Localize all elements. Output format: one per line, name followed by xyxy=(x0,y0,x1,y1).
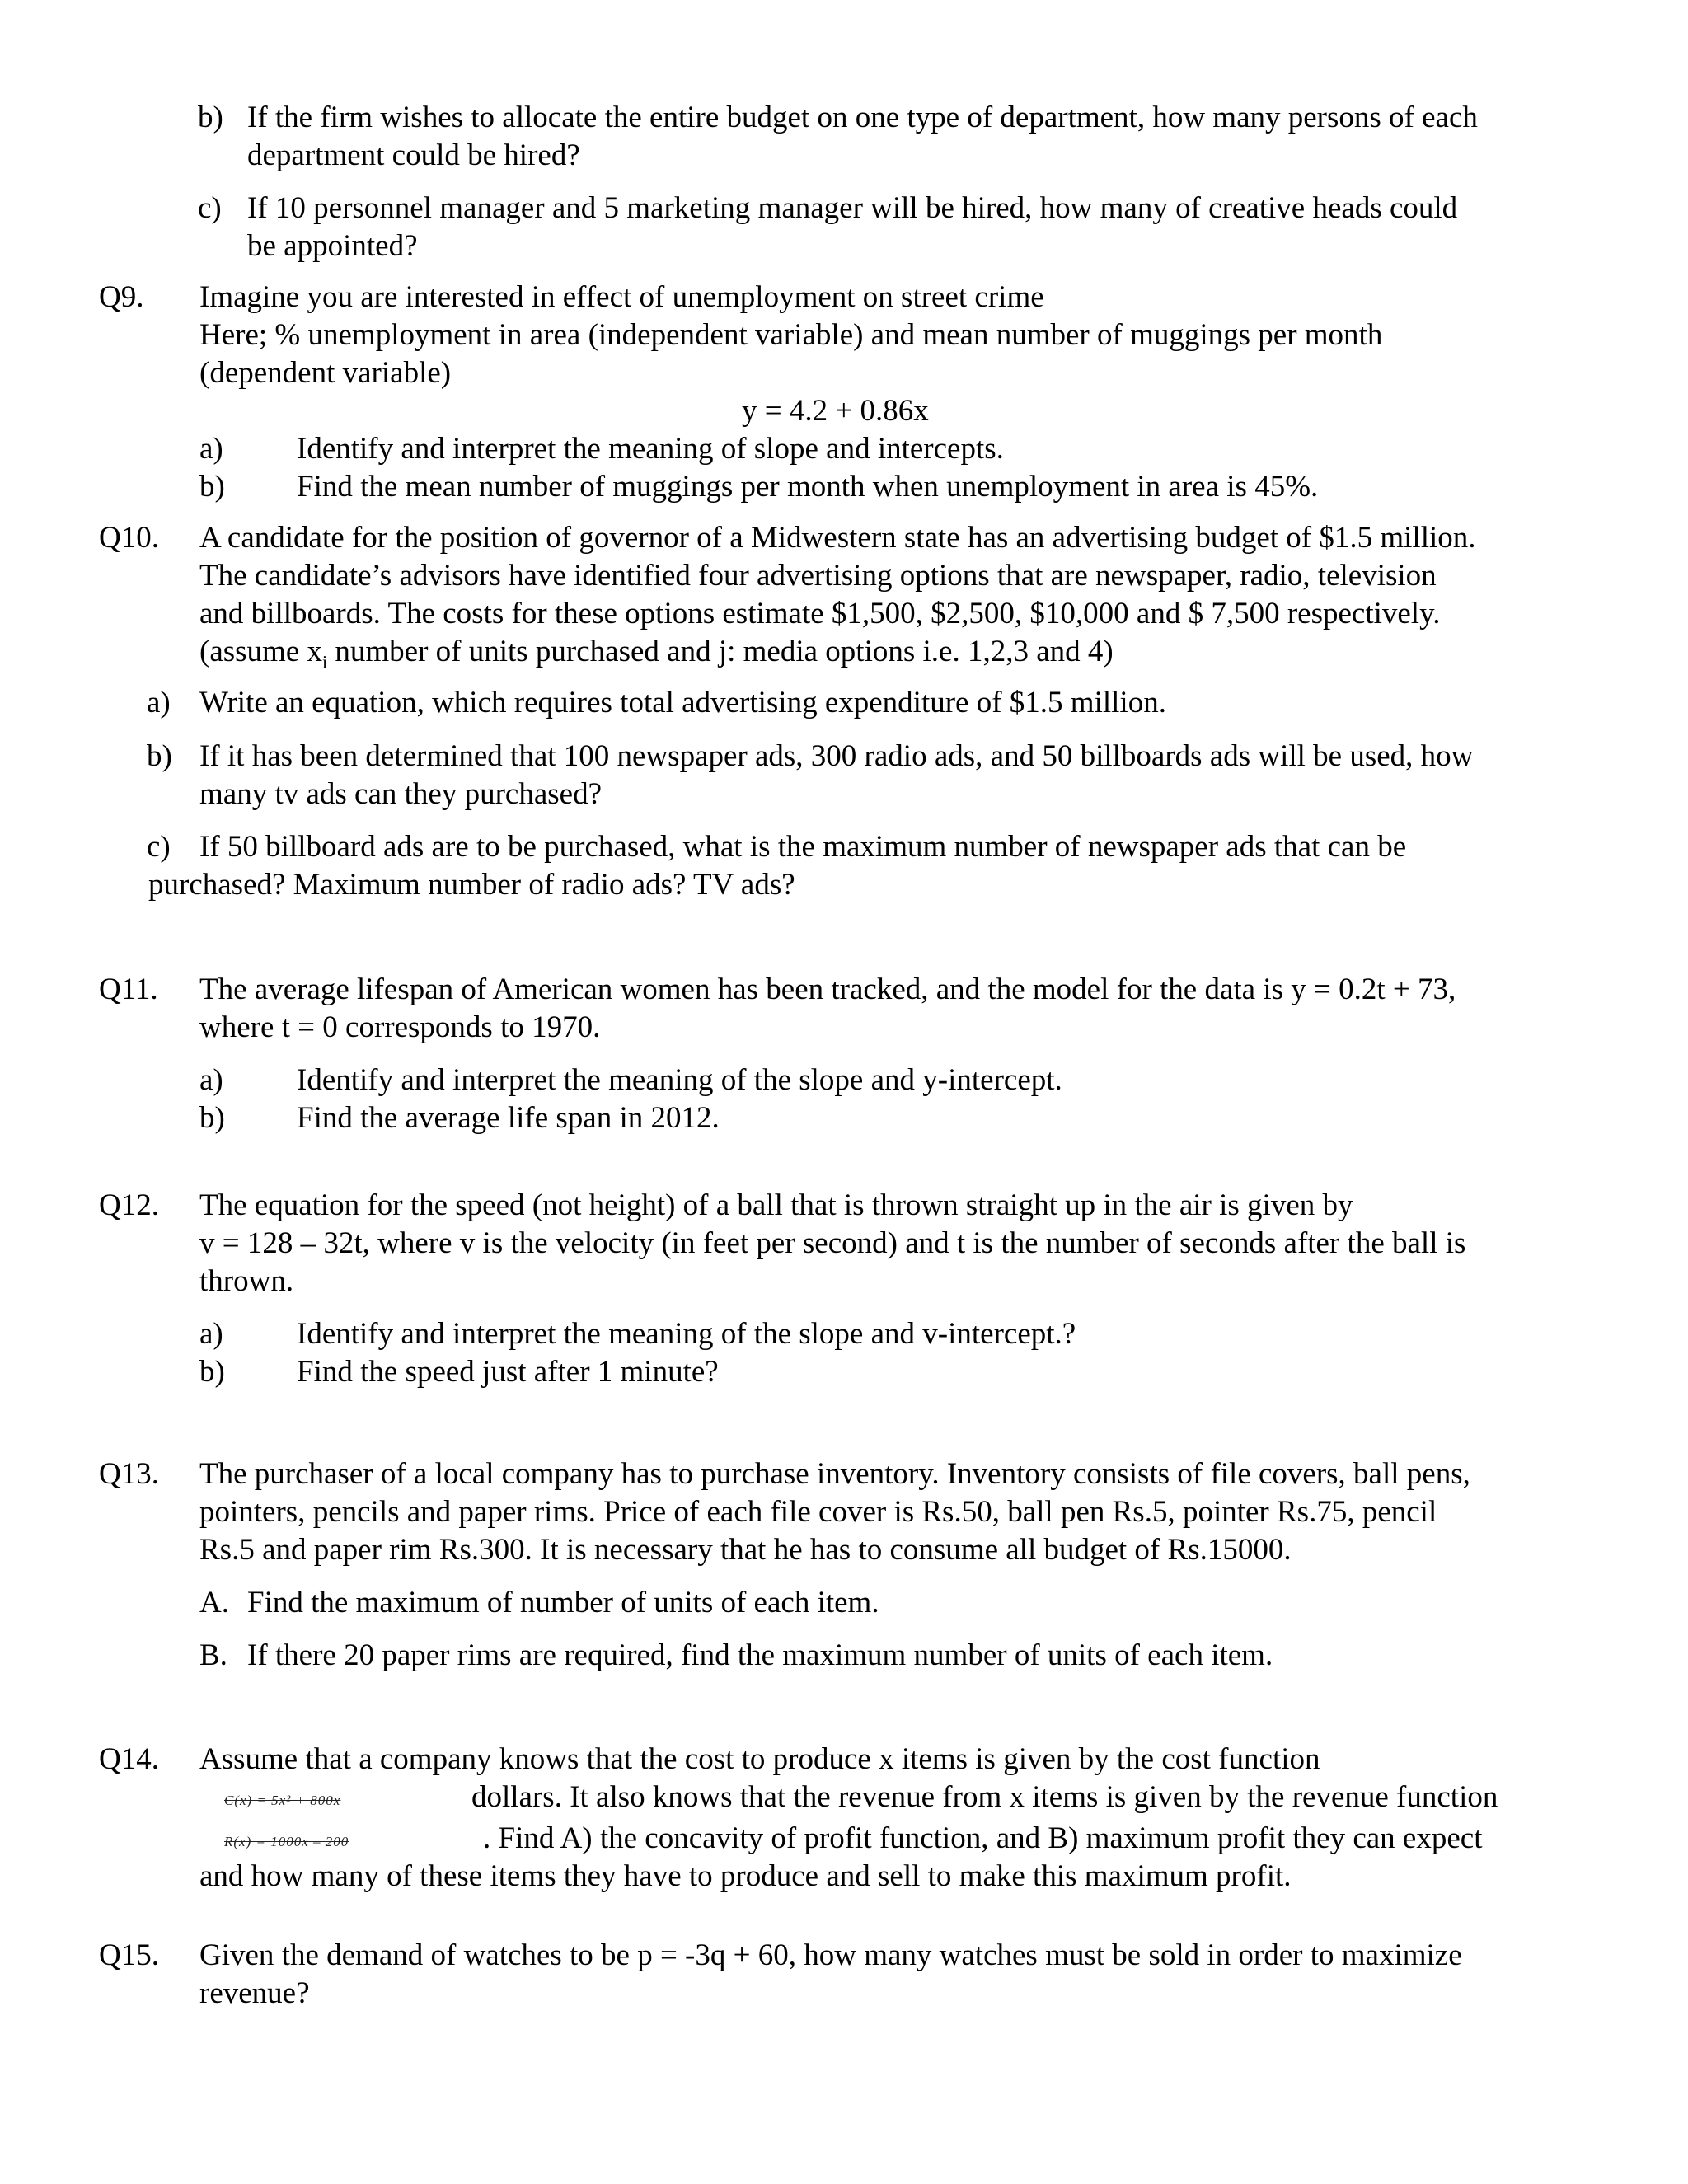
q9-number: Q9. xyxy=(99,280,144,314)
q10-b-line-2: many tv ads can they purchased? xyxy=(199,777,603,811)
q15-number: Q15. xyxy=(99,1938,159,1972)
q8-b-label: b) xyxy=(198,101,223,134)
q11-line-1: The average lifespan of American women has been tracked, and the model for the data is y = 0.2t + 73, xyxy=(199,972,1456,1006)
q13-A-text: Find the maximum of number of units of each item. xyxy=(247,1586,879,1619)
q11-b-label: b) xyxy=(199,1101,225,1135)
q9-equation: y = 4.2 + 0.86x xyxy=(742,394,929,428)
q15-line-1: Given the demand of watches to be p = -3q + 60, how many watches must be sold in order to maximize xyxy=(199,1938,1462,1972)
q14-line-3: . Find A) the concavity of profit function, and B) maximum profit they can expect xyxy=(483,1821,1483,1855)
q10-subscript-i: i xyxy=(322,651,328,673)
q9-a-text: Identify and interpret the meaning of slope and intercepts. xyxy=(297,432,1004,466)
q11-line-2: where t = 0 corresponds to 1970. xyxy=(199,1010,601,1044)
q14-line-4: and how many of these items they have to produce and sell to make this maximum profit. xyxy=(199,1859,1292,1893)
q12-line-2: v = 128 – 32t, where v is the velocity (in feet per second) and t is the number of seconds after the ball is xyxy=(199,1226,1466,1260)
q13-A-label: A. xyxy=(199,1586,229,1619)
q10-line-2: The candidate’s advisors have identified four advertising options that are newspaper, radio, television xyxy=(199,559,1437,593)
q14-revenue-function: R(x) = 1000x – 200 xyxy=(224,1834,349,1849)
q8-c-line-2: be appointed? xyxy=(247,229,418,263)
q10-b-label: b) xyxy=(147,739,172,773)
q10-line-4-b: number of units purchased and j: media options i.e. 1,2,3 and 4) xyxy=(327,635,1114,668)
q12-a-text: Identify and interpret the meaning of the slope and v-intercept.? xyxy=(297,1317,1076,1351)
q10-c-label: c) xyxy=(147,830,171,864)
q11-number: Q11. xyxy=(99,972,158,1006)
q11-a-text: Identify and interpret the meaning of the slope and y-intercept. xyxy=(297,1063,1062,1097)
q10-line-1: A candidate for the position of governor of a Midwestern state has an advertising budget of $1.5 million. xyxy=(199,521,1476,555)
q12-line-3: thrown. xyxy=(199,1264,294,1298)
q9-line-2: Here; % unemployment in area (independent variable) and mean number of muggings per month xyxy=(199,318,1383,352)
q10-line-3: and billboards. The costs for these options estimate $1,500, $2,500, $10,000 and $ 7,500 respectively. xyxy=(199,597,1441,630)
q14-cost-function: C(x) = 5x² + 800x xyxy=(224,1793,341,1808)
q9-line-1: Imagine you are interested in effect of unemployment on street crime xyxy=(199,280,1044,314)
q10-a-text: Write an equation, which requires total advertising expenditure of $1.5 million. xyxy=(199,686,1166,719)
q13-line-2: pointers, pencils and paper rims. Price of each file cover is Rs.50, ball pen Rs.5, pointer Rs.75, pencil xyxy=(199,1495,1437,1529)
q14-number: Q14. xyxy=(99,1742,159,1776)
q12-a-label: a) xyxy=(199,1317,223,1351)
q15-line-2: revenue? xyxy=(199,1976,310,2010)
q8-b-line-1: If the firm wishes to allocate the entire budget on one type of department, how many persons of each xyxy=(247,101,1478,134)
q10-line-4 xyxy=(199,633,1114,671)
q12-number: Q12. xyxy=(99,1188,159,1222)
q9-b-label: b) xyxy=(199,470,225,504)
q13-line-3: Rs.5 and paper rim Rs.300. It is necessary that he has to consume all budget of Rs.15000. xyxy=(199,1533,1292,1567)
q10-c-line-2: purchased? Maximum number of radio ads? TV ads? xyxy=(148,868,795,902)
q10-number: Q10. xyxy=(99,521,159,555)
q9-a-label: a) xyxy=(199,432,223,466)
q8-b-line-2: department could be hired? xyxy=(247,138,580,172)
q11-b-text: Find the average life span in 2012. xyxy=(297,1101,720,1135)
q12-b-label: b) xyxy=(199,1355,225,1389)
q10-a-label: a) xyxy=(147,686,171,719)
q8-c-line-1: If 10 personnel manager and 5 marketing manager will be hired, how many of creative heads could xyxy=(247,191,1458,225)
q8-c-label: c) xyxy=(198,191,222,225)
q14-line-1: Assume that a company knows that the cost to produce x items is given by the cost function xyxy=(199,1742,1320,1776)
q13-B-label: B. xyxy=(199,1638,227,1672)
q10-b-line-1: If it has been determined that 100 newspaper ads, 300 radio ads, and 50 billboards ads will be used, how xyxy=(199,739,1474,773)
q13-line-1: The purchaser of a local company has to purchase inventory. Inventory consists of file covers, ball pens, xyxy=(199,1457,1470,1491)
q9-line-3: (dependent variable) xyxy=(199,356,452,390)
q12-line-1: The equation for the speed (not height) of a ball that is thrown straight up in the air is given by xyxy=(199,1188,1353,1222)
q12-b-text: Find the speed just after 1 minute? xyxy=(297,1355,719,1389)
q11-a-label: a) xyxy=(199,1063,223,1097)
q10-c-line-1: If 50 billboard ads are to be purchased, what is the maximum number of newspaper ads that can be xyxy=(199,830,1407,864)
q14-line-2: dollars. It also knows that the revenue from x items is given by the revenue function xyxy=(471,1780,1498,1814)
q9-b-text: Find the mean number of muggings per month when unemployment in area is 45%. xyxy=(297,470,1319,504)
q13-B-text: If there 20 paper rims are required, find the maximum number of units of each item. xyxy=(247,1638,1273,1672)
q13-number: Q13. xyxy=(99,1457,159,1491)
q10-line-4-a: (assume x xyxy=(199,635,322,668)
